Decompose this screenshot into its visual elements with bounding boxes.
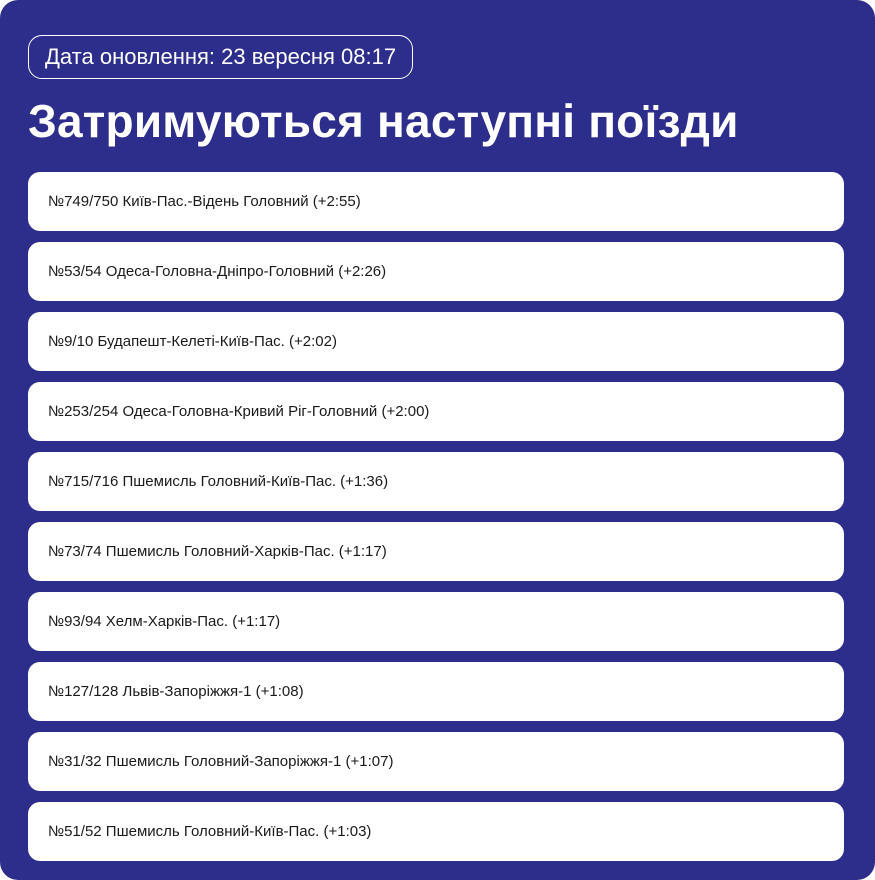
train-item[interactable]: №749/750 Київ-Пас.-Відень Головний (+2:55) [28,172,844,231]
train-item[interactable]: №715/716 Пшемисль Головний-Київ-Пас. (+1:36) [28,452,844,511]
train-item[interactable]: №31/32 Пшемисль Головний-Запоріжжя-1 (+1:07) [28,732,844,791]
train-item[interactable]: №93/94 Хелм-Харків-Пас. (+1:17) [28,592,844,651]
page-title: Затримуються наступні поїзди [28,95,739,147]
update-date-badge: Дата оновлення: 23 вересня 08:17 [28,35,413,79]
train-item[interactable]: №51/52 Пшемисль Головний-Київ-Пас. (+1:03) [28,802,844,861]
train-item[interactable]: №9/10 Будапешт-Келеті-Київ-Пас. (+2:02) [28,312,844,371]
train-item[interactable]: №253/254 Одеса-Головна-Кривий Ріг-Головний (+2:00) [28,382,844,441]
train-item[interactable]: №73/74 Пшемисль Головний-Харків-Пас. (+1:17) [28,522,844,581]
train-item[interactable]: №127/128 Львів-Запоріжжя-1 (+1:08) [28,662,844,721]
train-item[interactable]: №53/54 Одеса-Головна-Дніпро-Головний (+2:26) [28,242,844,301]
delayed-trains-list [28,172,844,872]
